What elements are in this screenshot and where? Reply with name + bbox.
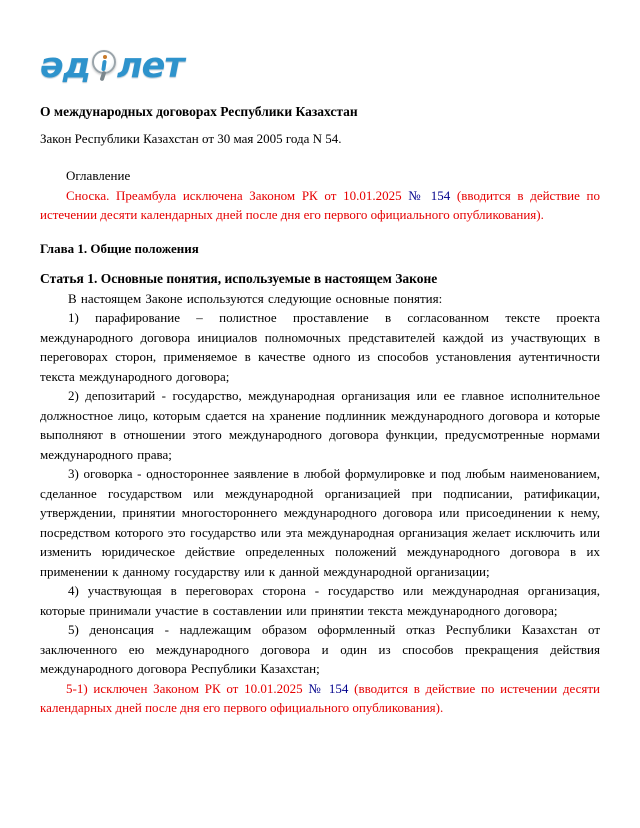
- magnifier-handle: [100, 71, 107, 82]
- definition-item-3: 3) оговорка - одностороннее заявление в любой формулировке и под любым наименованием, сделанное государством или международной организацией при подписании, ратификации, утверждении, принятии многостороннего международного договора или присоединении к нему, посредством которого это государство или эта международная организация желает исключить или изменить юридическое действие определенных положений международного договора в их применении к данному государству или к данной международной организации;: [40, 466, 600, 579]
- definition-item-2: 2) депозитарий - государство, международная организация или ее главное исполнительное должностное лицо, которым сдается на хранение подлинник международного договора и которые выполняют в отношении этого международного договора функции, предусмотренные нормами международного права;: [40, 388, 600, 462]
- letter-i-dot: [103, 55, 107, 59]
- excluded-item-footnote-text-suffix: (вводится в действие по истечении десяти календарных дней после дня его первого официального опубликования).: [40, 680, 600, 715]
- preamble-footnote-text: Сноска. Преамбула исключена Законом РК от 10.01.2025: [66, 187, 409, 203]
- definition-item-1: 1) парафирование – полистное проставление в согласованном тексте проекта международного договора инициалов полномочных представителей каждой из участвующих в переговорах сторон, применяемое в качестве одного из способов установления аутентичности текста международного договора;: [40, 310, 600, 384]
- article-heading: Статья 1. Основные понятия, используемые в настоящем Законе: [40, 271, 438, 286]
- document-title: О международных договорах Республики Казахстан: [40, 104, 358, 119]
- letter-i-stem: [101, 60, 107, 71]
- preamble-footnote: [40, 186, 600, 225]
- document-subtitle: Закон Республики Казахстан от 30 мая 2005 года N 54.: [40, 131, 342, 146]
- law-154-link[interactable]: № 154: [408, 187, 451, 203]
- magnifier-icon: [92, 50, 116, 74]
- definition-item-4: 4) участвующая в переговорах сторона - государство или международная организация, которые принимали участие в составлении или принятии текста международного договора;: [40, 583, 600, 618]
- chapter-heading: Глава 1. Общие положения: [40, 240, 199, 256]
- excluded-item-footnote-text: 5-1) исключен Законом РК от 10.01.2025: [66, 680, 309, 696]
- logo-text-right: лет: [117, 46, 184, 86]
- article-intro: В настоящем Законе используются следующие основные понятия:: [68, 290, 443, 306]
- toc-link[interactable]: Оглавление: [66, 168, 131, 183]
- adilet-logo[interactable]: [40, 36, 600, 88]
- law-154-link-2[interactable]: № 154: [308, 680, 349, 696]
- logo-text-left: әд: [40, 46, 91, 86]
- preamble-footnote-text-suffix: (вводится в действие по истечении десяти календарных дней после дня его первого официального опубликования).: [40, 187, 600, 222]
- excluded-item-footnote: [40, 679, 600, 718]
- definition-item-5: 5) денонсация - надлежащим образом оформленный отказ Республики Казахстан от заключенного ею международного договора и один из способов прекращения действия международного договора Республики Казахстан;: [40, 622, 600, 676]
